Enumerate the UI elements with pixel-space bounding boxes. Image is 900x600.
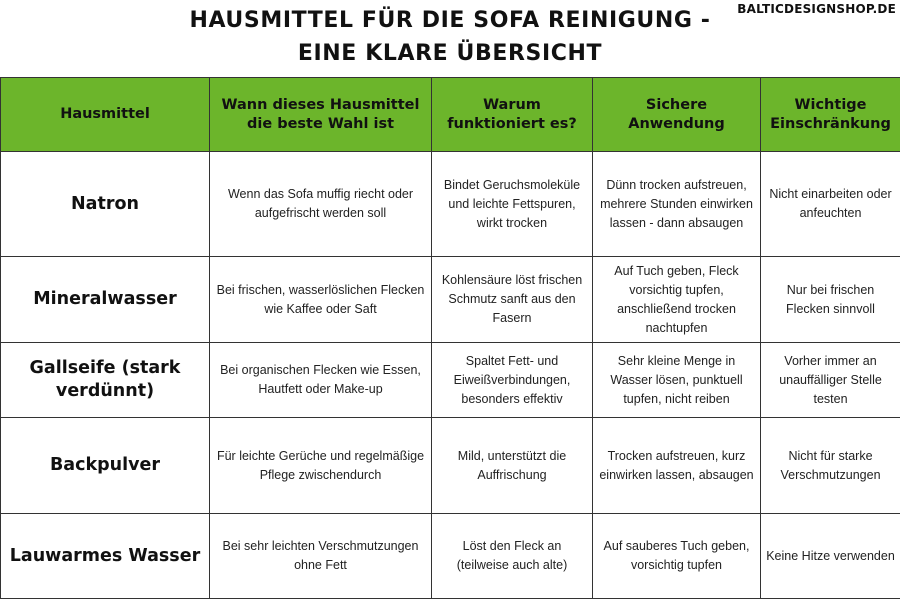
table-row xyxy=(1,514,900,599)
cell-how: Trocken aufstreuen, kurz einwirken lassen, absaugen xyxy=(593,418,761,514)
title-line-2: EINE KLARE ÜBERSICHT xyxy=(297,41,603,66)
cell-when: Wenn das Sofa muffig riecht oder aufgefrischt werden soll xyxy=(210,152,432,257)
cell-limit: Nicht für starke Verschmutzungen xyxy=(761,418,900,514)
cell-how: Auf Tuch geben, Fleck vorsichtig tupfen, anschließend trocken nachtupfen xyxy=(593,257,761,343)
cell-limit: Nicht einarbeiten oder anfeuchten xyxy=(761,152,900,257)
table-row xyxy=(1,152,900,257)
remedy-name: Backpulver xyxy=(1,418,210,514)
cell-when: Für leichte Gerüche und regelmäßige Pflege zwischendurch xyxy=(210,418,432,514)
cell-limit: Nur bei frischen Flecken sinnvoll xyxy=(761,257,900,343)
cell-why: Löst den Fleck an (teilweise auch alte) xyxy=(432,514,593,599)
cell-how: Sehr kleine Menge in Wasser lösen, punktuell tupfen, nicht reiben xyxy=(593,343,761,418)
header-when: Wann dieses Hausmittel die beste Wahl ist xyxy=(210,78,432,152)
page-title xyxy=(0,4,900,70)
header-how: Sichere Anwendung xyxy=(593,78,761,152)
table-row xyxy=(1,418,900,514)
table-row xyxy=(1,257,900,343)
remedy-name: Gallseife (stark verdünnt) xyxy=(1,343,210,418)
cell-why: Mild, unterstützt die Auffrischung xyxy=(432,418,593,514)
remedy-name: Mineralwasser xyxy=(1,257,210,343)
header-why: Warum funktioniert es? xyxy=(432,78,593,152)
cell-why: Bindet Geruchsmoleküle und leichte Fettspuren, wirkt trocken xyxy=(432,152,593,257)
header-remedy: Hausmittel xyxy=(1,78,210,152)
cell-when: Bei sehr leichten Verschmutzungen ohne Fett xyxy=(210,514,432,599)
remedy-name: Lauwarmes Wasser xyxy=(1,514,210,599)
header-limit: Wichtige Einschränkung xyxy=(761,78,900,152)
remedy-name: Natron xyxy=(1,152,210,257)
cell-how: Dünn trocken aufstreuen, mehrere Stunden einwirken lassen - dann absaugen xyxy=(593,152,761,257)
cell-why: Kohlensäure löst frischen Schmutz sanft aus den Fasern xyxy=(432,257,593,343)
cell-limit: Vorher immer an unauffälliger Stelle testen xyxy=(761,343,900,418)
cell-limit: Keine Hitze verwenden xyxy=(761,514,900,599)
table-header-row xyxy=(1,78,900,152)
cell-when: Bei organischen Flecken wie Essen, Hautfett oder Make-up xyxy=(210,343,432,418)
remedies-table xyxy=(0,77,900,599)
cell-when: Bei frischen, wasserlöslichen Flecken wie Kaffee oder Saft xyxy=(210,257,432,343)
table-row xyxy=(1,343,900,418)
cell-how: Auf sauberes Tuch geben, vorsichtig tupfen xyxy=(593,514,761,599)
cell-why: Spaltet Fett- und Eiweißverbindungen, besonders effektiv xyxy=(432,343,593,418)
brand-logo-text: BALTICDESIGNSHOP.DE xyxy=(737,2,896,16)
title-line-1: HAUSMITTEL FÜR DIE SOFA REINIGUNG - xyxy=(189,8,711,33)
